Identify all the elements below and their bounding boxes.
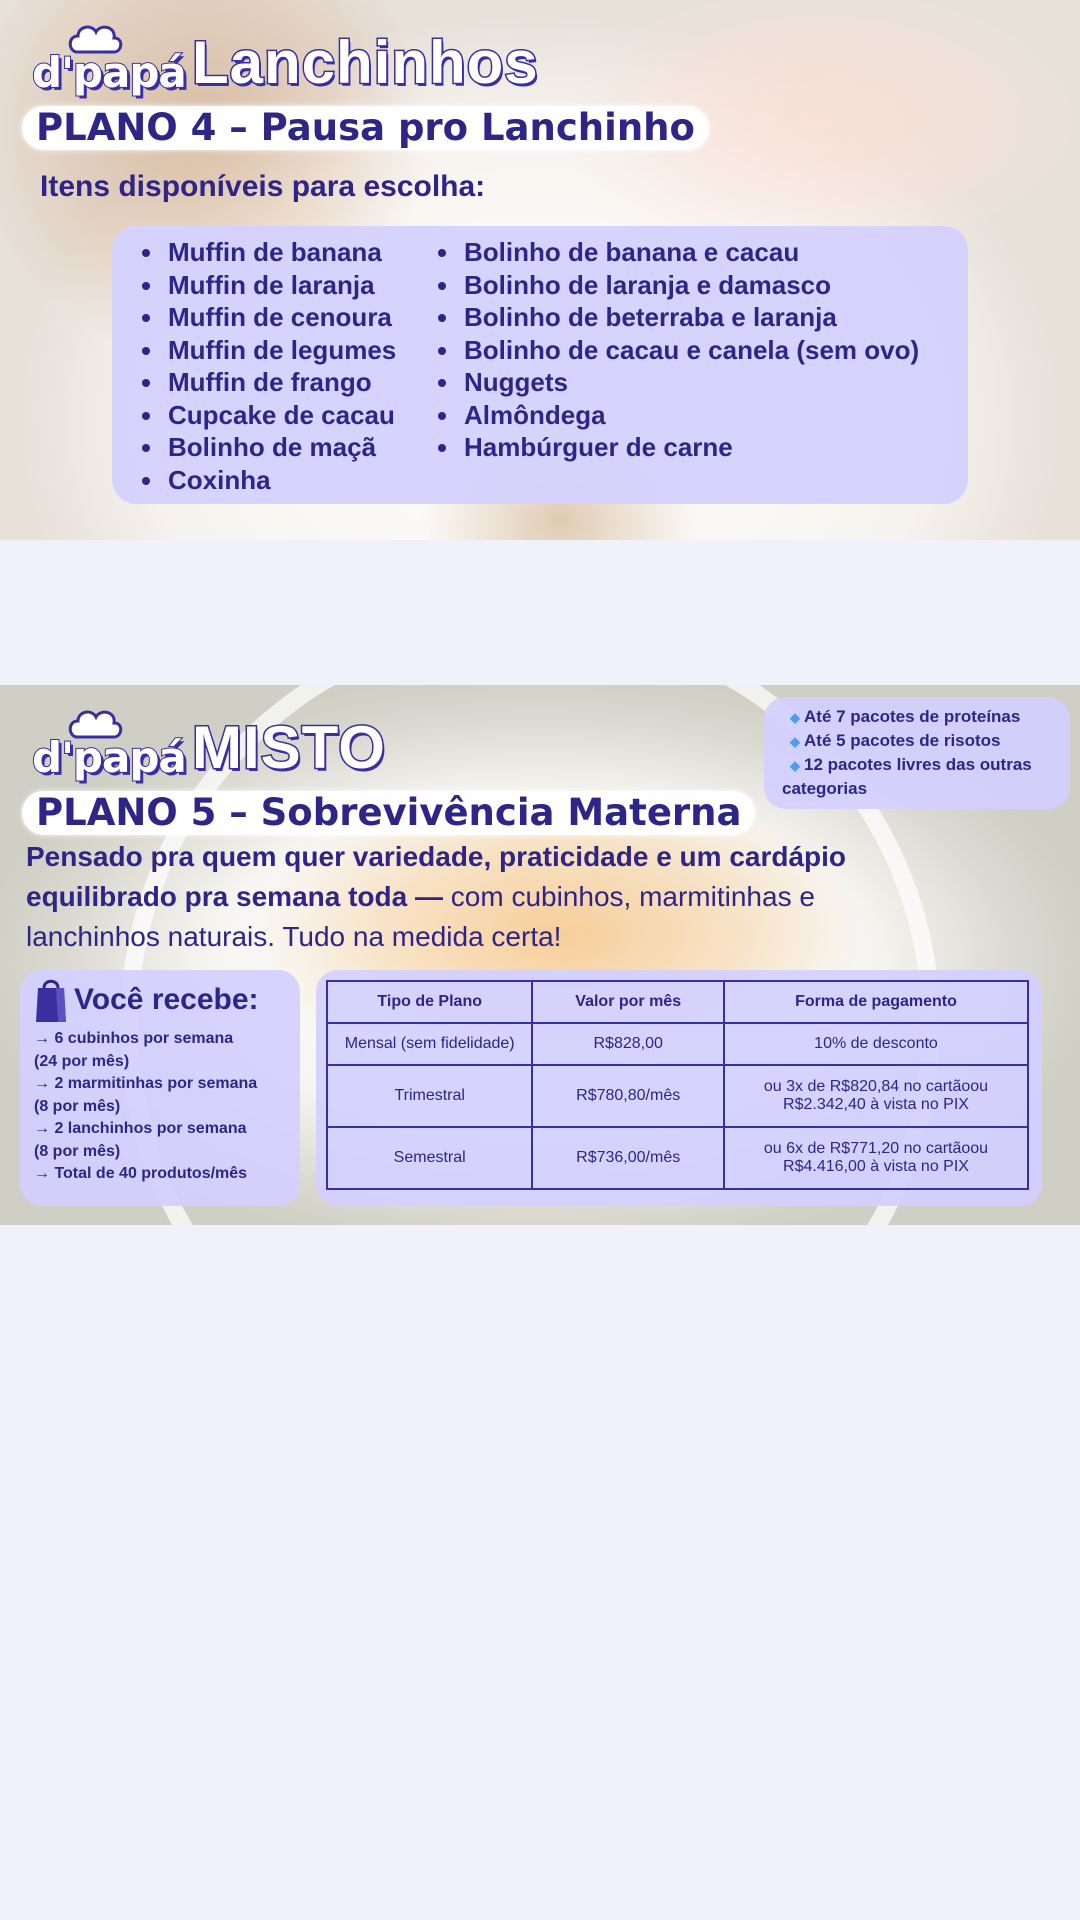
receive-header: [34, 976, 292, 1024]
receive-line: → Total de 40 produtos/mês: [34, 1165, 248, 1182]
plan4-banner: [0, 0, 1080, 540]
pricing-table-panel: [316, 970, 1042, 1206]
plan-type-cell: Trimestral: [327, 1065, 532, 1127]
list-item: Bolinho de beterraba e laranja: [408, 301, 919, 334]
list-item: Muffin de cenoura: [112, 301, 396, 334]
plan-limits-box: [764, 697, 1070, 809]
diamond-icon: ◆: [790, 710, 800, 725]
limit-item: ◆ Até 7 pacotes de proteínas: [790, 707, 1021, 726]
list-item: Hambúrguer de carne: [408, 431, 919, 464]
list-item: Bolinho de banana e cacau: [408, 236, 919, 269]
items-list-left: [112, 236, 396, 496]
pricing-table: [326, 980, 1029, 1190]
list-item: Bolinho de laranja e damasco: [408, 269, 919, 302]
price-cell: R$828,00: [532, 1023, 724, 1065]
receive-panel: [20, 970, 300, 1206]
table-row: [327, 1065, 1028, 1127]
table-header-row: [327, 981, 1028, 1023]
list-item: Coxinha: [112, 464, 396, 497]
column-header-monthly-value: Valor por mês: [532, 981, 724, 1023]
receive-line: → 6 cubinhos por semana: [34, 1030, 234, 1047]
receive-list: [34, 1028, 292, 1186]
receive-title: Você recebe:: [74, 983, 259, 1016]
description-regular: com cubinhos, marmitinhas e lanchinhos naturais. Tudo na medida certa!: [26, 881, 815, 952]
list-item: Muffin de banana: [112, 236, 396, 269]
list-item: Muffin de laranja: [112, 269, 396, 302]
list-item: Bolinho de cacau e canela (sem ovo): [408, 334, 919, 367]
column-header-plan-type: Tipo de Plano: [327, 981, 532, 1023]
table-row: [327, 1127, 1028, 1189]
diamond-icon: ◆: [790, 734, 800, 749]
list-item: Muffin de legumes: [112, 334, 396, 367]
items-subtitle: Itens disponíveis para escolha:: [40, 170, 486, 203]
receive-line: (24 por mês): [34, 1052, 130, 1070]
category-title: MISTO: [192, 714, 386, 781]
payment-cell: 10% de desconto: [724, 1023, 1028, 1065]
list-item: Bolinho de maçã: [112, 431, 396, 464]
diamond-icon: ◆: [790, 758, 800, 773]
receive-line: (8 por mês): [34, 1097, 121, 1115]
limit-item: ◆ 12 pacotes livres das outras: [790, 755, 1032, 774]
list-item: Muffin de frango: [112, 366, 396, 399]
list-item: Cupcake de cacau: [112, 399, 396, 432]
shopping-bag-icon: [34, 976, 68, 1024]
price-cell: R$736,00/mês: [532, 1127, 724, 1189]
description-bold: Pensado pra quem quer variedade, praticidade e um cardápio equilibrado pra semana toda —: [26, 841, 847, 912]
column-header-payment: Forma de pagamento: [724, 981, 1028, 1023]
items-list-right: [408, 236, 919, 464]
category-title: Lanchinhos: [192, 29, 539, 96]
list-item: Almôndega: [408, 399, 919, 432]
items-panel: [112, 226, 968, 504]
receive-line: (8 por mês): [34, 1142, 121, 1160]
price-cell: R$780,80/mês: [532, 1065, 724, 1127]
plan-type-cell: Semestral: [327, 1127, 532, 1189]
limit-item: ◆ Até 5 pacotes de risotos: [790, 731, 1001, 750]
brand-logo: d'papá: [32, 48, 186, 97]
plan-type-cell: Mensal (sem fidelidade): [327, 1023, 532, 1065]
table-row: [327, 1023, 1028, 1065]
limit-item-continuation: categorias: [782, 779, 868, 798]
plan-description: [26, 837, 956, 957]
payment-cell: ou 3x de R$820,84 no cartãoou R$2.342,40 à vista no PIX: [724, 1065, 1028, 1127]
plan-title: PLANO 5 – Sobrevivência Materna: [22, 791, 755, 835]
payment-cell: ou 6x de R$771,20 no cartãoou R$4.416,00 à vista no PIX: [724, 1127, 1028, 1189]
receive-line: → 2 marmitinhas por semana: [34, 1075, 258, 1092]
list-item: Nuggets: [408, 366, 919, 399]
plan5-banner: [0, 685, 1080, 1225]
plan-title: PLANO 4 – Pausa pro Lanchinho: [22, 106, 709, 150]
receive-line: → 2 lanchinhos por semana: [34, 1120, 247, 1137]
brand-logo: d'papá: [32, 733, 186, 782]
